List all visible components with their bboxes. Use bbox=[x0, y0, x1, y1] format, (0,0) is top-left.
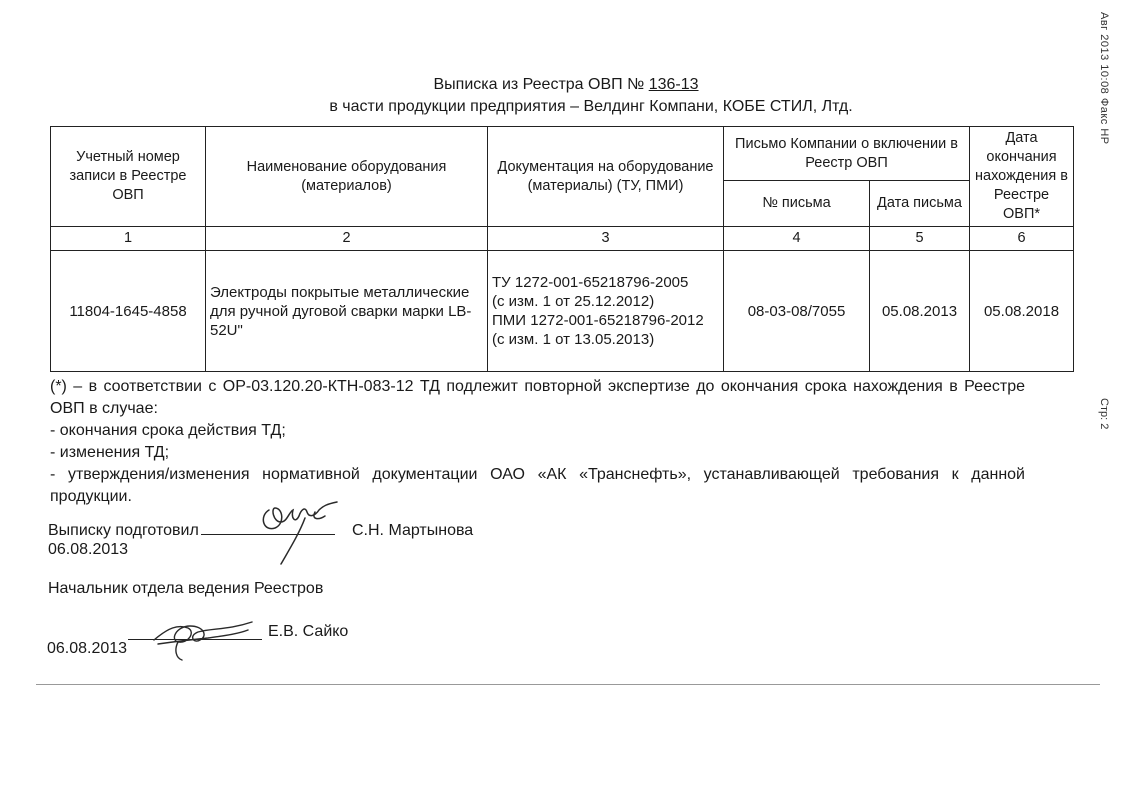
bottom-divider bbox=[36, 684, 1100, 685]
column-number: 4 bbox=[724, 227, 870, 251]
fax-header: Авг 2013 10:08 Факс HP bbox=[1098, 12, 1110, 145]
handwritten-signature-2 bbox=[148, 610, 258, 666]
department-head-title: Начальник отдела ведения Реестров bbox=[48, 580, 324, 597]
registry-table bbox=[50, 126, 1074, 372]
handwritten-signature-1 bbox=[255, 498, 345, 570]
record-number-cell: 11804-1645-4858 bbox=[51, 251, 206, 372]
letter-number-cell: 08-03-08/7055 bbox=[724, 251, 870, 372]
header-record-number: Учетный номер записи в Реестре ОВП bbox=[51, 127, 206, 227]
footnotes bbox=[50, 376, 1025, 508]
department-head-date: 06.08.2013 bbox=[47, 640, 128, 657]
header-equipment-name: Наименование оборудования (материалов) bbox=[206, 127, 488, 227]
column-number-row bbox=[51, 227, 1074, 251]
footnote-item: - изменения ТД; bbox=[50, 444, 170, 461]
header-letter-number: № письма bbox=[724, 181, 870, 227]
doc-pmi-revision: (с изм. 1 от 13.05.2013) bbox=[492, 331, 655, 348]
header-company-letter: Письмо Компании о включении в Реестр ОВП bbox=[724, 127, 970, 181]
footnote-item: - окончания срока действия ТД; bbox=[50, 422, 286, 439]
department-head-name: Е.В. Сайко bbox=[268, 623, 349, 640]
prepared-by-name: С.Н. Мартынова bbox=[352, 522, 474, 539]
header-end-date: Дата окончания нахождения в Реестре ОВП* bbox=[970, 127, 1074, 227]
document-title bbox=[0, 74, 1122, 118]
title-prefix: Выписка из Реестра ОВП № bbox=[433, 76, 649, 93]
header-letter-date: Дата письма bbox=[870, 181, 970, 227]
title-line-2: в части продукции предприятия – Велдинг Компани, КОБЕ СТИЛ, Лтд. bbox=[329, 98, 853, 115]
end-date-cell: 05.08.2018 bbox=[970, 251, 1074, 372]
registry-extract-number: 136-13 bbox=[648, 76, 699, 93]
equipment-name-cell: Электроды покрытые металлические для ручной дуговой сварки марки LB-52U" bbox=[206, 251, 488, 372]
column-number: 1 bbox=[51, 227, 206, 251]
doc-tu: ТУ 1272-001-65218796-2005 bbox=[492, 274, 689, 291]
letter-date-cell: 05.08.2013 bbox=[870, 251, 970, 372]
fax-page-number: Стр: 2 bbox=[1098, 398, 1110, 430]
doc-pmi: ПМИ 1272-001-65218796-2012 bbox=[492, 312, 704, 329]
prepared-by-label: Выписку подготовил bbox=[48, 522, 199, 539]
footnote-main: (*) – в соответствии с ОР-03.120.20-КТН-083-12 ТД подлежит повторной экспертизе до окончания срока нахождения в Реестре ОВП в случае: bbox=[50, 378, 1025, 417]
column-number: 3 bbox=[488, 227, 724, 251]
documentation-cell bbox=[488, 251, 724, 372]
doc-tu-revision: (с изм. 1 от 25.12.2012) bbox=[492, 293, 655, 310]
column-number: 2 bbox=[206, 227, 488, 251]
footnote-item: - утверждения/изменения нормативной документации ОАО «АК «Транснефть», устанавливающей требования к данной продукции. bbox=[50, 466, 1025, 505]
column-number: 5 bbox=[870, 227, 970, 251]
prepared-by-date: 06.08.2013 bbox=[48, 541, 129, 558]
title-line-1 bbox=[10, 74, 1122, 96]
column-number: 6 bbox=[970, 227, 1074, 251]
header-documentation: Документация на оборудование (материалы) (ТУ, ПМИ) bbox=[488, 127, 724, 227]
table-row bbox=[51, 251, 1074, 372]
